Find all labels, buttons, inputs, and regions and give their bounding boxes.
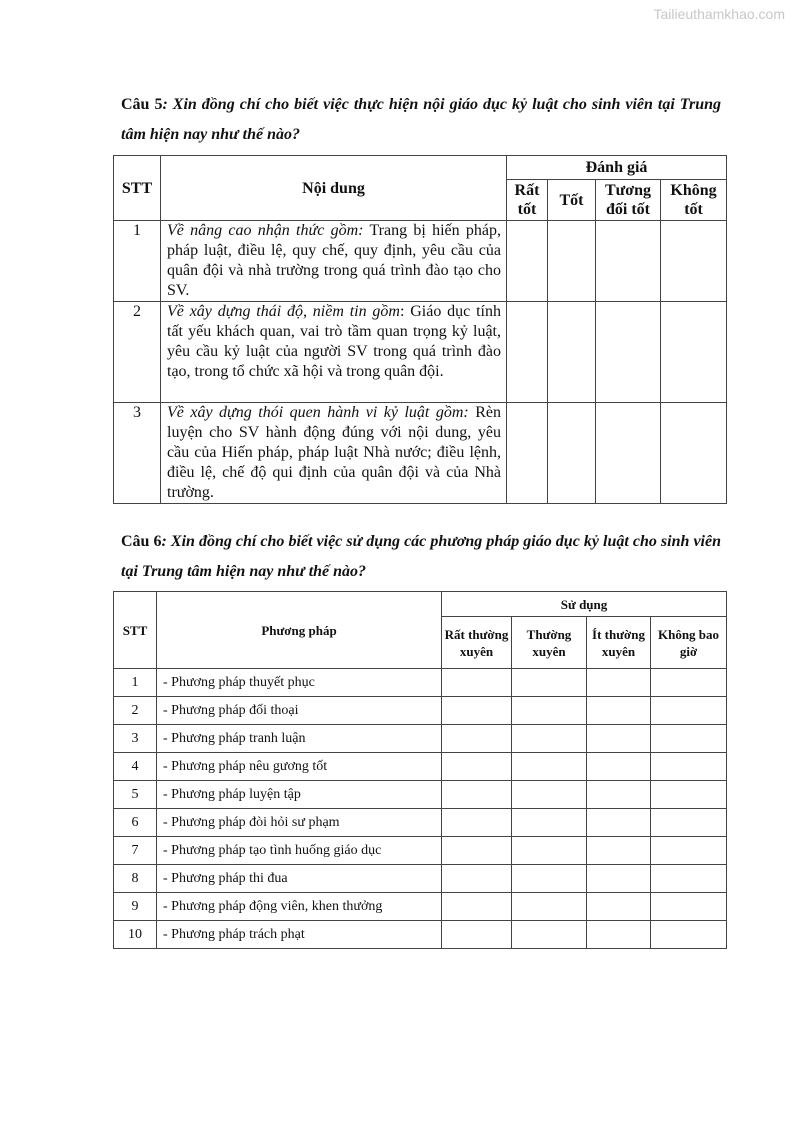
header-fairly-good: Tương đối tốt [596,180,661,221]
question-5 [121,90,721,150]
rating-cell[interactable] [548,221,596,302]
usage-cell[interactable] [442,921,512,949]
usage-cell[interactable] [587,865,651,893]
rating-cell[interactable] [596,403,661,504]
row-method: - Phương pháp đối thoại [157,697,442,725]
usage-cell[interactable] [512,725,587,753]
rating-cell[interactable] [548,403,596,504]
usage-cell[interactable] [512,753,587,781]
usage-cell[interactable] [442,697,512,725]
usage-cell[interactable] [587,837,651,865]
row-number: 4 [114,753,157,781]
methods-table [113,591,727,949]
usage-cell[interactable] [587,697,651,725]
usage-cell[interactable] [512,893,587,921]
rating-cell[interactable] [596,302,661,403]
question-6-label: Câu 6 [121,533,162,550]
row-method: - Phương pháp tranh luận [157,725,442,753]
usage-cell[interactable] [512,921,587,949]
header-stt: STT [114,592,157,669]
rating-cell[interactable] [661,302,727,403]
usage-cell[interactable] [442,837,512,865]
header-very-good: Rất tốt [507,180,548,221]
header-often: Thường xuyên [512,617,587,669]
row-method: - Phương pháp đòi hỏi sư phạm [157,809,442,837]
row-text: : Giáo dục tính tất yếu khách quan, vai trò tầm quan trọng kỷ luật, yêu cầu kỷ luật của người SV trong quá trình đào tạo, trong tổ chức xã hội và trong quân đội. [167,303,501,380]
row-number: 2 [114,302,161,403]
table-row [114,865,727,893]
usage-cell[interactable] [651,697,727,725]
table-row [114,781,727,809]
rating-cell[interactable] [507,403,548,504]
header-very-often: Rất thường xuyên [442,617,512,669]
table-row [114,221,727,302]
rating-cell[interactable] [661,403,727,504]
usage-cell[interactable] [651,893,727,921]
table-row [114,921,727,949]
row-content [161,302,507,403]
row-method: - Phương pháp động viên, khen thưởng [157,893,442,921]
row-lead: Về nâng cao nhận thức gồm: [167,222,364,239]
header-evaluation: Đánh giá [507,156,727,180]
row-number: 2 [114,697,157,725]
row-text: Rèn luyện cho SV hành động đúng với nội dung, yêu cầu của Hiến pháp, pháp luật Nhà nước; điều lệnh, điều lệ, chế độ qui định của quân đội và của Nhà trường. [167,404,501,501]
usage-cell[interactable] [442,865,512,893]
usage-cell[interactable] [442,781,512,809]
usage-cell[interactable] [512,669,587,697]
row-number: 1 [114,669,157,697]
row-number: 5 [114,781,157,809]
table-row [114,725,727,753]
row-method: - Phương pháp thi đua [157,865,442,893]
row-method: - Phương pháp nêu gương tốt [157,753,442,781]
table-row [114,837,727,865]
usage-cell[interactable] [587,893,651,921]
header-method: Phương pháp [157,592,442,669]
row-number: 9 [114,893,157,921]
rating-cell[interactable] [661,221,727,302]
usage-cell[interactable] [587,753,651,781]
row-method: - Phương pháp thuyết phục [157,669,442,697]
question-6 [121,527,721,587]
table-row [114,809,727,837]
row-method: - Phương pháp luyện tập [157,781,442,809]
table-row [114,669,727,697]
row-number: 3 [114,725,157,753]
evaluation-table [113,155,727,504]
usage-cell[interactable] [651,809,727,837]
rating-cell[interactable] [507,221,548,302]
table-row [114,697,727,725]
rating-cell[interactable] [596,221,661,302]
usage-cell[interactable] [442,753,512,781]
row-lead: Về xây dựng thói quen hành vi kỷ luật gồm: [167,404,469,421]
header-content: Nội dung [161,156,507,221]
usage-cell[interactable] [442,725,512,753]
row-number: 3 [114,403,161,504]
header-good: Tốt [548,180,596,221]
question-5-text: : Xin đồng chí cho biết việc thực hiện nội giáo dục kỷ luật cho sinh viên tại Trung tâm hiện nay như thế nào? [121,96,722,143]
row-method: - Phương pháp trách phạt [157,921,442,949]
usage-cell[interactable] [512,697,587,725]
row-method: - Phương pháp tạo tình huống giáo dục [157,837,442,865]
row-number: 1 [114,221,161,302]
rating-cell[interactable] [548,302,596,403]
row-number: 7 [114,837,157,865]
row-number: 6 [114,809,157,837]
header-not-good: Không tốt [661,180,727,221]
table-row [114,753,727,781]
header-usage: Sử dụng [442,592,727,617]
question-5-label: Câu 5 [121,96,163,113]
usage-cell[interactable] [587,725,651,753]
question-6-text: : Xin đồng chí cho biết việc sử dụng các phương pháp giáo dục kỷ luật cho sinh viên tại Trung tâm hiện nay như thế nào? [121,533,721,580]
usage-cell[interactable] [651,669,727,697]
usage-cell[interactable] [651,837,727,865]
usage-cell[interactable] [587,669,651,697]
row-number: 8 [114,865,157,893]
row-content [161,403,507,504]
usage-cell[interactable] [651,921,727,949]
usage-cell[interactable] [512,809,587,837]
row-content [161,221,507,302]
watermark: Tailieuthamkhao.com [653,6,785,22]
table-row [114,403,727,504]
table-row [114,302,727,403]
usage-cell[interactable] [587,921,651,949]
usage-cell[interactable] [651,865,727,893]
row-text: Trang bị hiến pháp, pháp luật, điều lệ, quy chế, quy định, yêu cầu của quân đội và nhà trường trong quá trình đào tạo cho SV. [167,222,501,299]
usage-cell[interactable] [512,865,587,893]
usage-cell[interactable] [442,669,512,697]
usage-cell[interactable] [587,781,651,809]
rating-cell[interactable] [507,302,548,403]
usage-cell[interactable] [651,725,727,753]
table-row [114,893,727,921]
row-lead: Về xây dựng thái độ, niềm tin gồm [167,303,400,320]
usage-cell[interactable] [651,781,727,809]
header-stt: STT [114,156,161,221]
header-never: Không bao giờ [651,617,727,669]
row-number: 10 [114,921,157,949]
usage-cell[interactable] [512,837,587,865]
usage-cell[interactable] [587,809,651,837]
usage-cell[interactable] [442,809,512,837]
usage-cell[interactable] [651,753,727,781]
usage-cell[interactable] [442,893,512,921]
header-rarely: Ít thường xuyên [587,617,651,669]
usage-cell[interactable] [512,781,587,809]
